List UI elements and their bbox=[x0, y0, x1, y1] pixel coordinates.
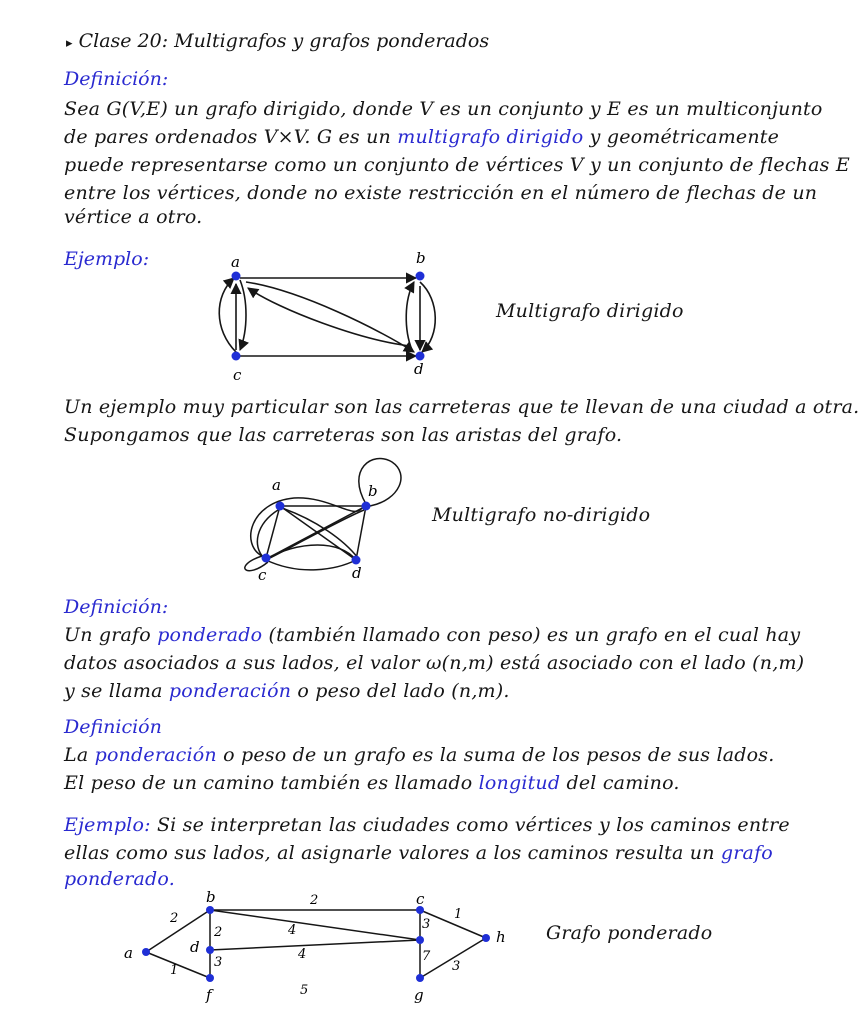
def2-line-3-a: y se llama bbox=[64, 680, 163, 702]
def3-line-2-a: El peso de un camino también es llamado bbox=[64, 772, 473, 794]
edge-b-x-w bbox=[210, 910, 420, 940]
label-node-d: d bbox=[414, 360, 424, 378]
def1-line-3: puede representarse como un conjunto de vértices V y un conjunto de flechas E bbox=[64, 154, 850, 176]
example-heading-3: Ejemplo: bbox=[64, 814, 151, 836]
wlabel-a: a bbox=[124, 944, 133, 962]
def3-line-2-c: del camino. bbox=[566, 772, 680, 794]
ex3-line-1-text: Si se interpretan las ciudades como vértices y los caminos entre bbox=[156, 814, 790, 836]
weight-bc: 2 bbox=[310, 893, 319, 908]
label2-node-b: b bbox=[368, 482, 378, 500]
para-line-1: Un ejemplo muy particular son las carreteras que te llevan de una ciudad a otra. bbox=[64, 396, 859, 418]
def1-line-2-a: de pares ordenados V×V. G es un bbox=[64, 126, 391, 148]
weight-bd: 2 bbox=[214, 925, 223, 940]
wnode-d bbox=[206, 946, 214, 954]
wlabel-h: h bbox=[496, 928, 506, 946]
wlabel-f: f bbox=[206, 986, 212, 1004]
term-ponderacion-2: ponderación bbox=[94, 744, 217, 766]
weight-bottom: 5 bbox=[300, 983, 309, 998]
weight-gh: 3 bbox=[452, 959, 461, 974]
label2-node-a: a bbox=[272, 476, 281, 494]
wnode-a bbox=[142, 948, 150, 956]
title-text: Clase 20: Multigrafos y grafos ponderados bbox=[78, 30, 490, 52]
weight-bx: 4 bbox=[288, 923, 297, 938]
ex3-line-3: ponderado. bbox=[64, 868, 175, 890]
wnode-g bbox=[416, 974, 424, 982]
label-node-a: a bbox=[231, 253, 240, 271]
def1-line-5: vértice a otro. bbox=[64, 206, 203, 228]
wlabel-d: d bbox=[190, 938, 200, 956]
wnode-b bbox=[206, 906, 214, 914]
para-line-2: Supongamos que las carreteras son las aristas del grafo. bbox=[64, 424, 623, 446]
ex3-line-2-a: ellas como sus lados, al asignarle valores a los caminos resulta un bbox=[64, 842, 715, 864]
edge-d-x-w bbox=[210, 940, 420, 950]
term-multigrafo-dirigido: multigrafo dirigido bbox=[397, 126, 584, 148]
title-marker: ▸ bbox=[66, 36, 73, 51]
definition-heading-2: Definición: bbox=[64, 596, 169, 618]
def1-line-1: Sea G(V,E) un grafo dirigido, donde V es un conjunto y E es un multiconjunto bbox=[64, 98, 823, 120]
definition-heading-1: Definición: bbox=[64, 68, 169, 90]
wlabel-g: g bbox=[414, 986, 424, 1004]
label2-node-c: c bbox=[258, 566, 267, 584]
term-ponderacion: ponderación bbox=[168, 680, 292, 702]
weight-ch: 1 bbox=[454, 907, 463, 922]
label-node-c: c bbox=[233, 366, 242, 384]
term-longitud: longitud bbox=[478, 772, 561, 794]
weight-ab: 2 bbox=[170, 911, 179, 926]
term-ponderado: ponderado bbox=[157, 624, 263, 646]
weight-af: 1 bbox=[170, 963, 179, 978]
weight-dx: 4 bbox=[298, 947, 307, 962]
definition-heading-3: Definición bbox=[64, 716, 162, 738]
weight-cx: 3 bbox=[422, 917, 431, 932]
weight-df: 3 bbox=[214, 955, 223, 970]
wnode-h bbox=[482, 934, 490, 942]
def2-line-1-a: Un grafo bbox=[64, 624, 151, 646]
def2-line-2: datos asociados a sus lados, el valor ω(n,m) está asociado con el lado (n,m) bbox=[64, 652, 805, 674]
def1-line-4: entre los vértices, donde no existe restricción en el número de flechas de un bbox=[64, 182, 818, 204]
label2-node-d: d bbox=[352, 564, 362, 582]
caption-multigrafo-dirigido: Multigrafo dirigido bbox=[496, 300, 684, 322]
weight-xg: 7 bbox=[422, 949, 431, 964]
wlabel-b: b bbox=[206, 888, 216, 906]
wnode-f bbox=[206, 974, 214, 982]
term-grafo: grafo bbox=[720, 842, 773, 864]
label-node-b: b bbox=[416, 249, 426, 267]
def3-line-1-c: o peso de un grafo es la suma de los pesos de sus lados. bbox=[223, 744, 775, 766]
example-heading-1: Ejemplo: bbox=[64, 248, 150, 270]
def2-line-1-c: (también llamado con peso) es un grafo en el cual hay bbox=[268, 624, 801, 646]
caption-multigrafo-no-dirigido: Multigrafo no-dirigido bbox=[432, 504, 651, 526]
def3-line-1-a: La bbox=[64, 744, 89, 766]
def1-line-2-c: y geométricamente bbox=[589, 126, 780, 148]
def2-line-3-c: o peso del lado (n,m). bbox=[297, 680, 510, 702]
wlabel-c: c bbox=[416, 890, 425, 908]
wnode-x bbox=[416, 936, 424, 944]
caption-grafo-ponderado: Grafo ponderado bbox=[546, 922, 713, 944]
